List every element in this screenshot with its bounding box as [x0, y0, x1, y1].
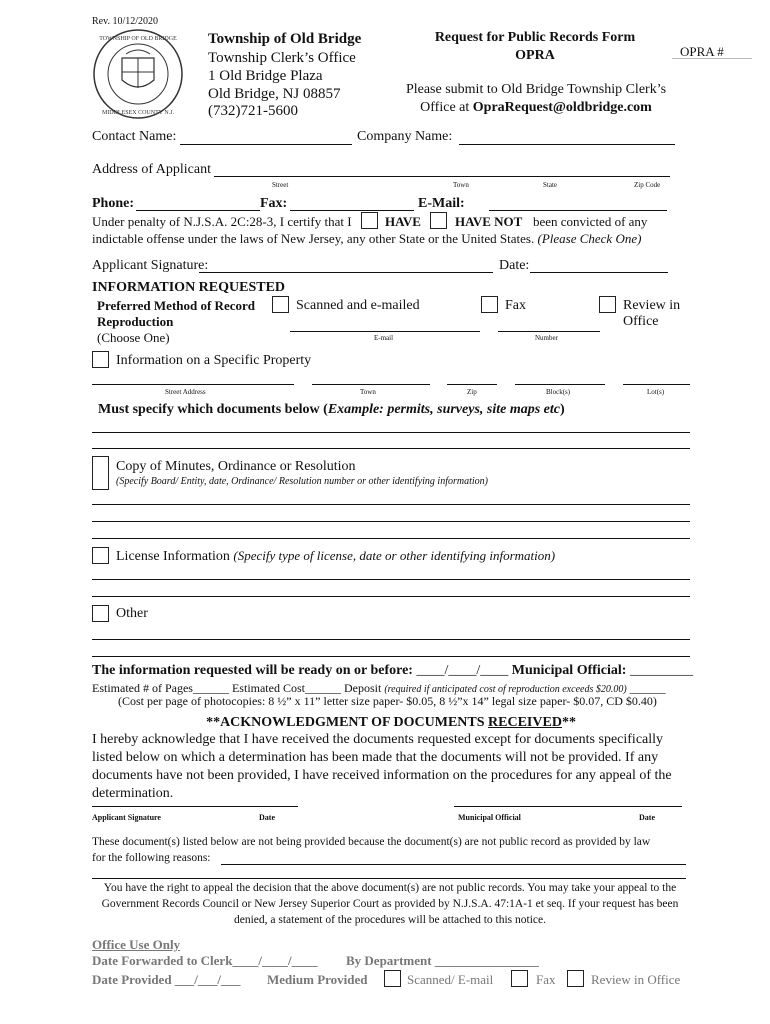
svg-text:TOWNSHIP OF OLD BRIDGE: TOWNSHIP OF OLD BRIDGE [99, 36, 177, 42]
deposit-blank[interactable]: ______ [629, 681, 666, 695]
cost-per-page: (Cost per page of photocopies: 8 ½” x 11” letter size paper- $0.05, 8 ½”x 14” legal size paper- $0.07, CD $0.40) [118, 694, 657, 708]
ack-heading-pre: **ACKNOWLEDGMENT OF DOCUMENTS [206, 715, 489, 730]
opra-number-label: OPRA # [680, 44, 724, 59]
date-provided: Date Provided ___/___/___ [92, 972, 241, 987]
property-label: Information on a Specific Property [116, 353, 312, 368]
minutes-note: (Specify Board/ Entity, date, Ordinance/ Resolution number or other identifying information) [116, 476, 488, 487]
office-scanned-checkbox[interactable] [384, 970, 401, 987]
street-address-caption: Street Address [165, 388, 206, 396]
township-seal [92, 28, 184, 120]
by-department: By Department ________________ [346, 953, 539, 968]
license-checkbox[interactable] [92, 547, 109, 564]
email-caption: E-mail [374, 334, 394, 342]
municipal-official-blank[interactable]: _________ [629, 663, 693, 678]
submit-email-line [398, 100, 674, 116]
applicant-signature-label: Applicant Signature: [92, 258, 209, 273]
not-provided-reasons: for the following reasons: [92, 852, 211, 864]
other-line-1[interactable] [92, 639, 690, 640]
fax-checkbox[interactable] [481, 296, 498, 313]
ack-heading [92, 715, 690, 731]
office-review-label: Review in Office [591, 972, 681, 987]
license-line-2[interactable] [92, 596, 690, 597]
penalty-text-end: been convicted of any [533, 214, 648, 229]
must-specify [98, 402, 565, 418]
ready-date-blanks[interactable]: ____/____/____ [416, 663, 509, 678]
ready-text: The information requested will be ready on or before: [92, 663, 413, 678]
other-line-2[interactable] [92, 656, 690, 657]
opra-number-field[interactable] [672, 58, 752, 59]
address-field[interactable] [214, 176, 670, 177]
org-address: 1 Old Bridge Plaza [208, 68, 323, 84]
address-label: Address of Applicant [92, 162, 211, 177]
municipal-official-label: Municipal Official: [511, 663, 627, 678]
have-not-label: HAVE NOT [455, 214, 523, 229]
office-use-heading: Office Use Only [92, 937, 181, 952]
preferred-method-label: Preferred Method of Record [97, 298, 255, 313]
license-note: (Specify type of license, date or other identifying information) [233, 548, 556, 563]
must-specify-example: Example: permits, surveys, site maps etc [327, 402, 560, 417]
minutes-line-1[interactable] [92, 504, 690, 505]
must-specify-close: ) [560, 402, 565, 417]
property-checkbox[interactable] [92, 351, 109, 368]
minutes-line-2[interactable] [92, 521, 690, 522]
company-name-label: Company Name: [357, 129, 453, 144]
other-checkbox[interactable] [92, 605, 109, 622]
form-title: Request for Public Records Form [434, 30, 636, 45]
property-town-caption: Town [360, 388, 376, 396]
ready-date-line [92, 663, 693, 679]
review-office-checkbox[interactable] [599, 296, 616, 313]
property-zip-caption: Zip [467, 388, 477, 396]
scanned-checkbox[interactable] [272, 296, 289, 313]
reasons-field-2[interactable] [92, 878, 686, 879]
date-label: Date: [499, 258, 530, 273]
have-not-checkbox[interactable] [430, 212, 447, 229]
minutes-line-3[interactable] [92, 538, 690, 539]
medium-provided: Medium Provided [267, 972, 368, 987]
contact-name-label: Contact Name: [92, 129, 177, 144]
minutes-checkbox[interactable] [92, 456, 109, 490]
documents-line-1[interactable] [92, 432, 690, 433]
have-checkbox[interactable] [361, 212, 378, 229]
documents-line-2[interactable] [92, 448, 690, 449]
property-town-field[interactable] [312, 384, 430, 385]
svg-text:MIDDLESEX COUNTY N.J.: MIDDLESEX COUNTY N.J. [101, 110, 175, 116]
choose-one-label: (Choose One) [97, 330, 170, 345]
form-subtitle: OPRA [515, 48, 555, 63]
email-field[interactable] [489, 210, 667, 211]
ack-municipal-caption: Municipal Official [458, 813, 521, 822]
scanned-label: Scanned and e-mailed [296, 298, 420, 313]
ack-applicant-signature-field[interactable] [92, 806, 298, 807]
fax-method-label: Fax [505, 298, 526, 313]
street-caption: Street [272, 181, 289, 189]
other-label: Other [116, 606, 148, 621]
property-zip-field[interactable] [447, 384, 497, 385]
reasons-field-1[interactable] [221, 864, 686, 865]
org-city: Old Bridge, NJ 08857 [208, 86, 341, 102]
submit-email[interactable]: OpraRequest@oldbridge.com [472, 100, 652, 115]
office-label: Office [623, 314, 659, 329]
penalty-text: Under penalty of N.J.S.A. 2C:28-3, I certify that I [92, 214, 352, 229]
fax-number-field[interactable] [498, 331, 600, 332]
ack-heading-received: RECEIVED [488, 715, 562, 730]
minutes-label: Copy of Minutes, Ordinance or Resolution [116, 459, 356, 474]
penalty-line2 [92, 231, 641, 247]
ack-date-caption: Date [259, 813, 275, 822]
fax-label: Fax: [260, 196, 288, 211]
office-scanned-label: Scanned/ E-mail [407, 972, 494, 987]
submit-instructions: Please submit to Old Bridge Township Clerk’s [405, 82, 667, 97]
email-label: E-Mail: [418, 196, 465, 211]
office-fax-label: Fax [536, 972, 556, 987]
office-fax-checkbox[interactable] [511, 970, 528, 987]
ack-municipal-signature-field[interactable] [454, 806, 682, 807]
zip-caption: Zip Code [634, 181, 661, 189]
please-check-note: (Please Check One) [537, 231, 642, 246]
review-label: Review in [623, 298, 681, 313]
ack-paragraph: I hereby acknowledge that I have received the documents requested except for documents specifically listed below on which a determination has been made that the documents will not be provided. If any documents have not been provided, I have received information on the procedures for any appeal of the determination. [92, 732, 672, 801]
phone-field[interactable] [136, 210, 260, 211]
contact-name-field[interactable] [180, 144, 352, 145]
org-phone: (732)721-5600 [208, 103, 298, 119]
must-specify-text: Must specify which documents below ( [98, 402, 328, 417]
date-forwarded: Date Forwarded to Clerk____/____/____ [92, 953, 318, 968]
lot-caption: Lot(s) [647, 388, 665, 396]
revision-date: Rev. 10/12/2020 [92, 16, 159, 27]
submit-prefix: Office at [420, 100, 473, 115]
block-caption: Block(s) [546, 388, 571, 396]
ack-heading-post: ** [561, 715, 576, 730]
street-address-field[interactable] [92, 384, 294, 385]
applicant-signature-field[interactable] [199, 272, 493, 273]
info-heading: INFORMATION REQUESTED [92, 280, 286, 295]
block-field[interactable] [515, 384, 605, 385]
state-caption: State [543, 181, 557, 189]
phone-label: Phone: [92, 196, 134, 211]
number-caption: Number [535, 334, 558, 342]
license-line-1[interactable] [92, 579, 690, 580]
office-review-checkbox[interactable] [567, 970, 584, 987]
not-provided-text: These document(s) listed below are not being provided because the document(s) are not public record as provided by law [92, 836, 651, 848]
org-name: Township of Old Bridge [208, 31, 362, 47]
license-text: License Information [116, 549, 230, 564]
date-field[interactable] [530, 272, 668, 273]
company-name-field[interactable] [459, 144, 675, 145]
ack-applicant-signature-caption: Applicant Signature [92, 813, 161, 822]
town-caption: Town [453, 181, 469, 189]
ack-date2-caption: Date [639, 813, 655, 822]
appeal-rights: You have the right to appeal the decision that the above document(s) are not public records. You may take your appeal to the Government Records Council or New Jersey Superior Court as provided by N.J.S.A. 47:1A-1 et seq. If your request has been denied, a statement of the procedures will be attached to this notice. [101, 882, 679, 926]
penalty-line2-text: indictable offense under the laws of New Jersey, any other State or the United States. [92, 231, 535, 246]
license-label [116, 548, 555, 565]
method-email-field[interactable] [290, 331, 480, 332]
estimate-text: Estimated # of Pages______ Estimated Cost______ Deposit [92, 681, 382, 695]
reproduction-label: Reproduction [97, 314, 174, 329]
lot-field[interactable] [623, 384, 690, 385]
org-office: Township Clerk’s Office [208, 50, 356, 66]
fax-field[interactable] [290, 210, 414, 211]
deposit-note: (required if anticipated cost of reproduction exceeds $20.00) [384, 684, 627, 695]
have-label: HAVE [385, 214, 421, 229]
